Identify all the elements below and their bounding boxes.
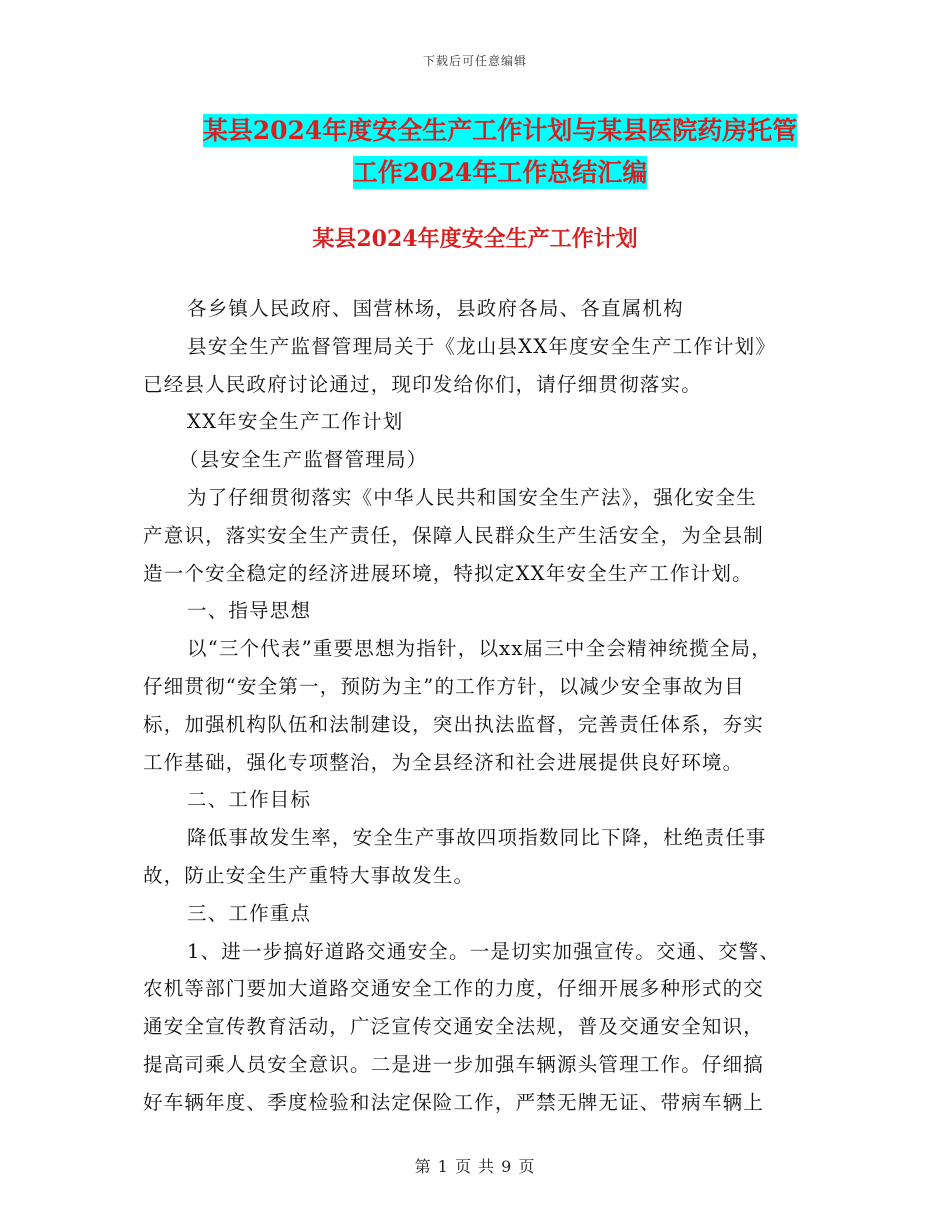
- paragraph-line: 农机等部门要加大道路交通安全工作的力度，仔细开展多种形式的交: [143, 977, 765, 1001]
- paragraph-line: 为了仔细贯彻落实《中华人民共和国安全生产法》，强化安全生: [187, 485, 757, 509]
- paragraph-line: 仔细贯彻“安全第一，预防为主”的工作方针，以减少安全事故为目: [143, 674, 745, 698]
- paragraph-line: 已经县人民政府讨论通过，现印发给你们，请仔细贯彻落实。: [143, 372, 702, 396]
- heading-work-focus: 三、工作重点: [187, 901, 312, 925]
- paragraph-line: 以“三个代表”重要思想为指针，以xx届三中全会精神统揽全局，: [187, 637, 772, 661]
- document-title-line-2: 工作2024年工作总结汇编: [352, 158, 648, 187]
- paragraph-line: XX年安全生产工作计划: [187, 410, 404, 434]
- paragraph-line: 1、进一步搞好道路交通安全。一是切实加强宣传。交通、交警、: [187, 939, 781, 963]
- paragraph-line: 各乡镇人民政府、国营林场，县政府各局、各直属机构: [187, 297, 684, 320]
- paragraph-line: 提高司乘人员安全意识。二是进一步加强车辆源头管理工作。仔细搞: [143, 1052, 765, 1076]
- paragraph-line: 县安全生产监督管理局关于《龙山县XX年度安全生产工作计划》: [187, 334, 777, 358]
- paragraph-line: 降低事故发生率，安全生产事故四项指数同比下降，杜绝责任事: [187, 826, 767, 850]
- paragraph-line: 好车辆年度、季度检验和法定保险工作，严禁无牌无证、带病车辆上: [143, 1090, 765, 1114]
- paragraph-line: 通安全宣传教育活动，广泛宣传交通安全法规，普及交通安全知识，: [143, 1015, 765, 1039]
- document-title-line-1: 某县2024年度安全生产工作计划与某县医院药房托管: [202, 116, 798, 145]
- paragraph-line: （县安全生产监督管理局）: [179, 448, 428, 472]
- heading-work-goals: 二、工作目标: [187, 788, 312, 812]
- section-title: 某县2024年度安全生产工作计划: [312, 226, 638, 252]
- paragraph-line: 标，加强机构队伍和法制建设，突出执法监督，完善责任体系，夯实: [143, 712, 765, 736]
- page-number: 第 1 页 共 9 页: [414, 1157, 536, 1176]
- paragraph-line: 产意识，落实安全生产责任，保障人民群众生产生活安全，为全县制: [143, 523, 765, 547]
- paragraph-line: 造一个安全稳定的经济进展环境，特拟定XX年安全生产工作计划。: [143, 561, 753, 585]
- paragraph-line: 工作基础，强化专项整治，为全县经济和社会进展提供良好环境。: [143, 750, 744, 774]
- heading-guiding-thought: 一、指导思想: [187, 599, 312, 623]
- document-title: [140, 110, 860, 194]
- paragraph-line: 故，防止安全生产重特大事故发生。: [143, 863, 475, 887]
- body-text: [143, 290, 823, 1122]
- header-note: 下载后可任意编辑: [422, 54, 527, 68]
